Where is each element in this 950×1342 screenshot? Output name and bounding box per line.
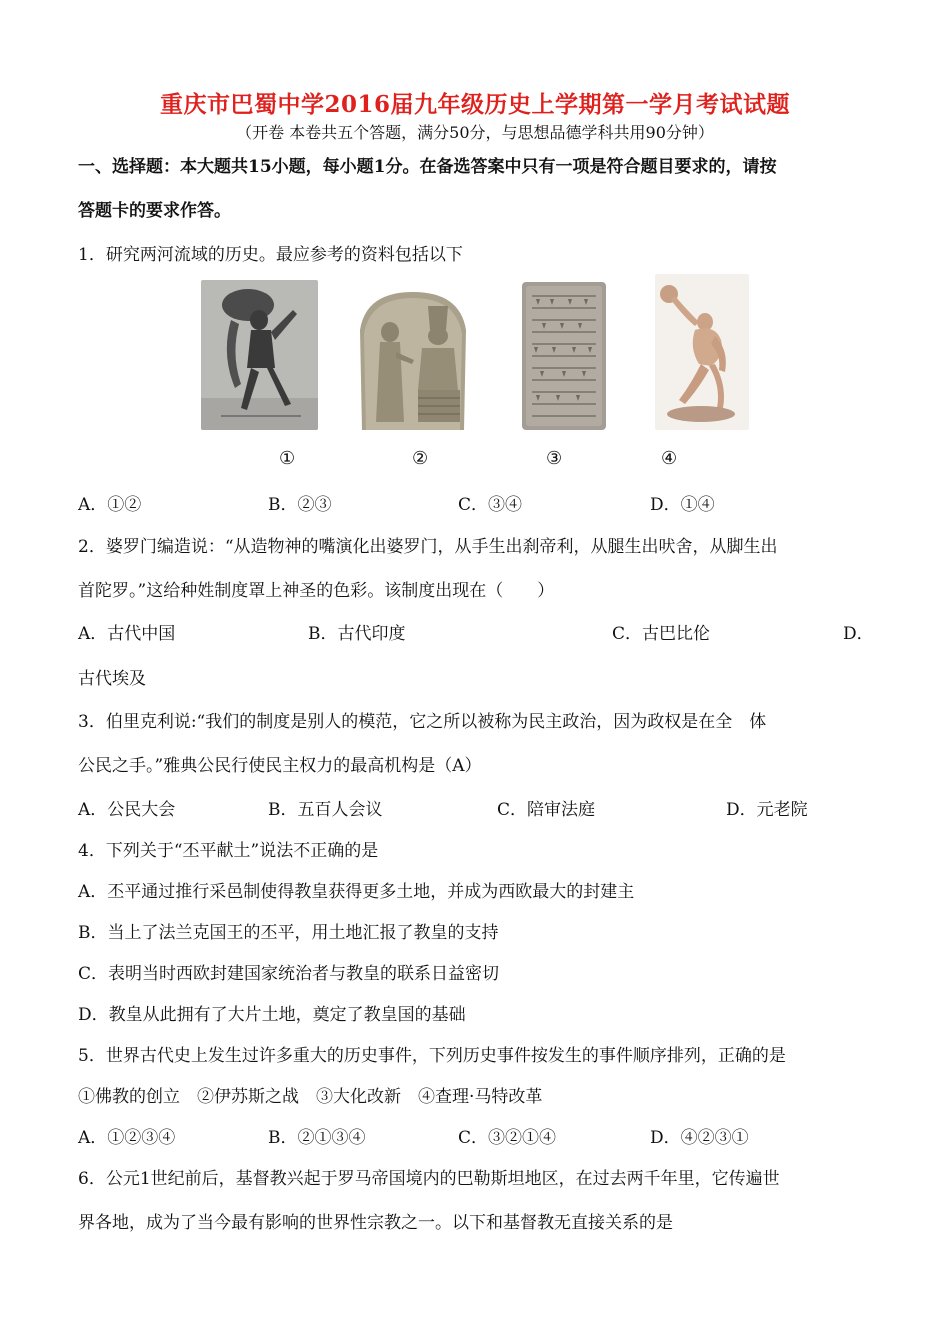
section-heading-line2: 答题卡的要求作答。 — [78, 201, 231, 221]
q6-stem-line2: 界各地，成为了当今最有影响的世界性宗教之一。以下和基督教无直接关系的是 — [78, 1213, 673, 1233]
q1-stem: 1．研究两河流域的历史。最应参考的资料包括以下 — [78, 245, 463, 265]
figure-1-label: ① — [279, 448, 296, 469]
q4-option-c: C．表明当时西欧封建国家统治者与教皇的联系日益密切 — [78, 964, 500, 984]
q5-option-c: C．③②①④ — [458, 1128, 557, 1148]
figure-3-cuneiform-tablet — [522, 282, 606, 430]
q4-option-b: B．当上了法兰克国王的丕平，用土地汇报了教皇的支持 — [78, 923, 499, 943]
figure-2-hammurabi-stele — [356, 290, 470, 430]
q3-option-c: C．陪审法庭 — [497, 800, 596, 820]
q2-stem-line1: 2．婆罗门编造说：“从造物神的嘴演化出婆罗门，从手生出刹帝利，从腿生出吠舍，从脚生出 — [78, 537, 778, 557]
q4-option-a: A．丕平通过推行采邑制使得教皇获得更多土地，并成为西欧最大的封建主 — [78, 882, 635, 902]
q2-option-b: B．古代印度 — [308, 624, 406, 644]
q4-option-d: D．教皇从此拥有了大片土地，奠定了教皇国的基础 — [78, 1005, 466, 1025]
q3-stem-line1: 3．伯里克利说:“我们的制度是别人的模范，它之所以被称为民主政治，因为政权是在全 体 — [78, 712, 767, 732]
q2-option-a: A．古代中国 — [78, 624, 176, 644]
q3-option-b: B．五百人会议 — [268, 800, 383, 820]
q1-option-a: A．①② — [78, 495, 142, 515]
q2-option-d: D． — [843, 624, 874, 644]
q1-option-b: B．②③ — [268, 495, 332, 515]
exam-subtitle: （开卷 本卷共五个答题，满分50分，与思想品德学科共用90分钟） — [236, 123, 714, 142]
q5-stem: 5．世界古代史上发生过许多重大的历史事件，下列历史事件按发生的事件顺序排列，正确的是 — [78, 1046, 786, 1066]
figure-4-label: ④ — [661, 448, 678, 469]
q2-stem-line2: 首陀罗。”这给种姓制度罩上神圣的色彩。该制度出现在（ ） — [78, 581, 555, 601]
q1-option-d: D．①④ — [650, 495, 715, 515]
q5-items: ①佛教的创立 ②伊苏斯之战 ③大化改新 ④查理·马特改革 — [78, 1087, 543, 1107]
q3-stem-line2: 公民之手。”雅典公民行使民主权力的最高机构是（A） — [78, 756, 482, 776]
q2-option-d-text: 古代埃及 — [78, 669, 146, 689]
q5-option-a: A．①②③④ — [78, 1128, 176, 1148]
figure-2-label: ② — [412, 448, 429, 469]
figure-3-label: ③ — [546, 448, 563, 469]
figure-4-discobolus-statue — [655, 274, 749, 430]
q2-option-c: C．古巴比伦 — [612, 624, 711, 644]
section-heading-line1: 一、选择题：本大题共15小题，每小题1分。在备选答案中只有一项是符合题目要求的，请按 — [78, 157, 777, 177]
q5-option-d: D．④②③① — [650, 1128, 749, 1148]
q3-option-d: D．元老院 — [726, 800, 808, 820]
q5-option-b: B．②①③④ — [268, 1128, 366, 1148]
figure-1-warrior-relief — [201, 280, 318, 430]
q4-stem: 4．下列关于“丕平献土”说法不正确的是 — [78, 841, 379, 861]
q3-option-a: A．公民大会 — [78, 800, 176, 820]
q6-stem-line1: 6．公元1世纪前后，基督教兴起于罗马帝国境内的巴勒斯坦地区，在过去两千年里，它传遍世 — [78, 1169, 780, 1189]
q1-option-c: C．③④ — [458, 495, 523, 515]
exam-title: 重庆市巴蜀中学2016届九年级历史上学期第一学月考试试题 — [159, 91, 790, 118]
